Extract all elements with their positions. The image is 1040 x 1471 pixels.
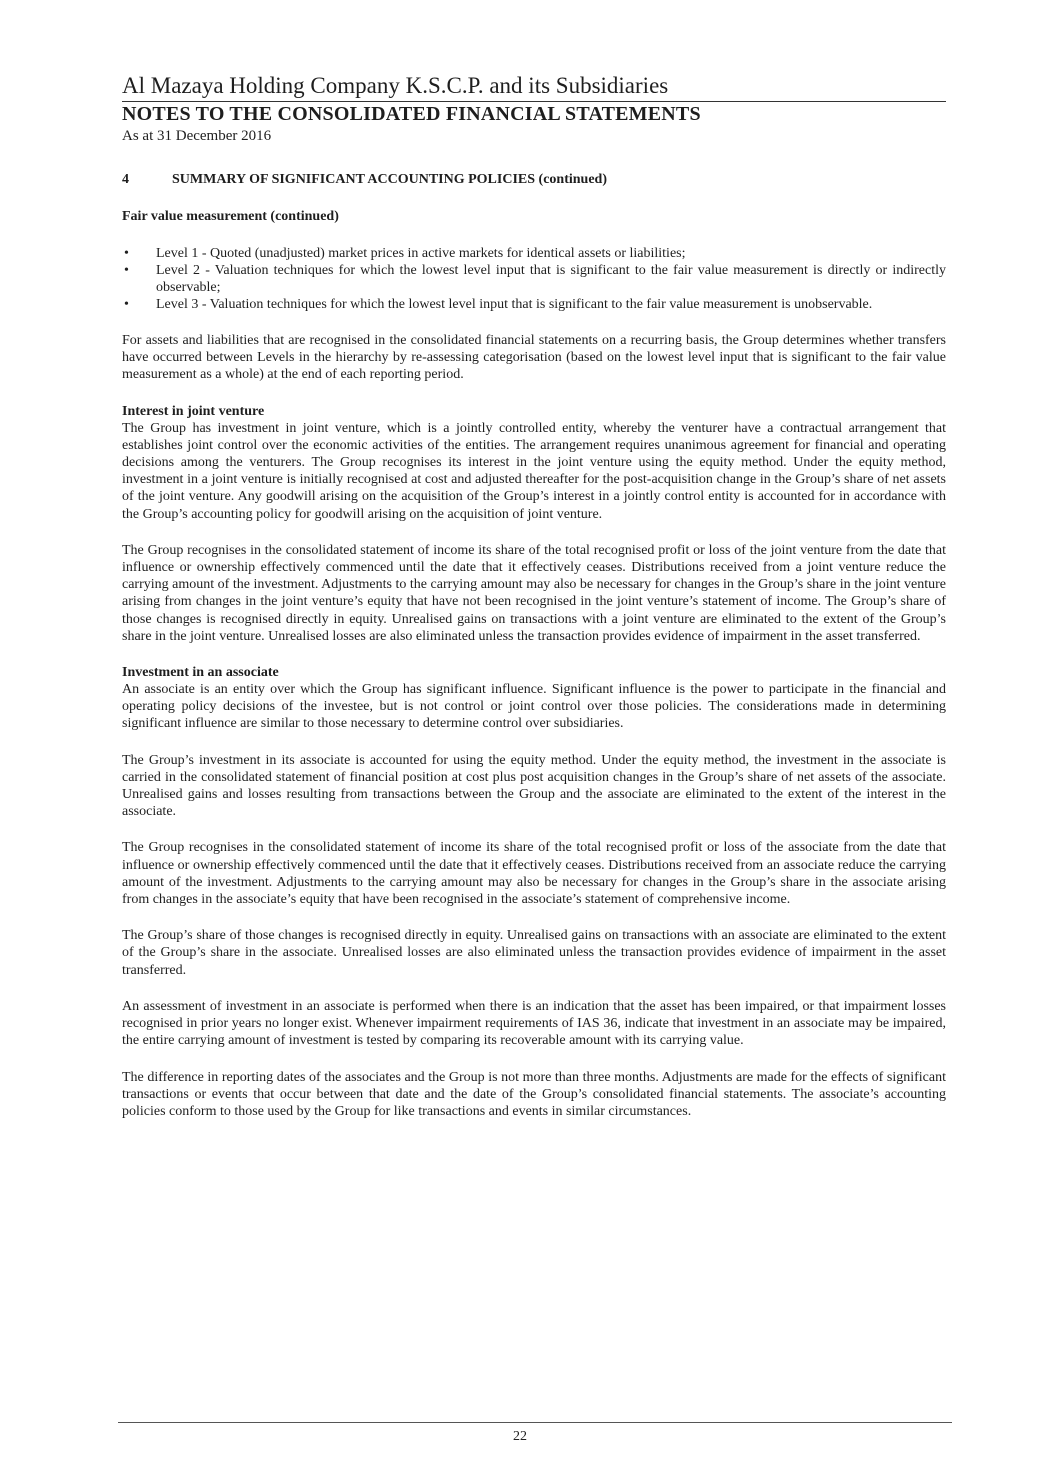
footer-divider [118, 1422, 952, 1423]
associate-paragraph: The Group’s investment in its associate is accounted for using the equity method. Under the equity method, the investment in the associate is carried in the consolidated statement of financial position at cost plus post acquisition changes in the Group’s share of net assets of the associate. Unrealised gains and losses resulting from transactions between the Group and the associate are eliminated to the extent of the interest in the associate. [122, 752, 946, 820]
fair-value-heading: Fair value measurement (continued) [122, 209, 339, 224]
section-heading [122, 172, 946, 188]
associate-paragraph: The Group’s share of those changes is recognised directly in equity. Unrealised gains on transactions with an associate are eliminated to the extent of the Group’s share in the associate. Unrealised losses are also eliminated unless the transaction provides evidence of impairment in the asset transferred. [122, 928, 946, 978]
notes-title: NOTES TO THE CONSOLIDATED FINANCIAL STATEMENTS [122, 103, 701, 125]
associate-paragraph: An associate is an entity over which the Group has significant influence. Significant influence is the power to participate in the financial and operating policy decisions of the investee, but is not control or joint control over those policies. The considerations made in determining significant influence are similar to those necessary to determine control over subsidiaries. [122, 682, 946, 732]
joint-venture-heading: Interest in joint venture [122, 403, 265, 419]
list-item: • Level 2 - Valuation techniques for which the lowest level input that is significant to the fair value measurement is directly or indirectly observable; [124, 263, 946, 295]
list-item: • Level 1 - Quoted (unadjusted) market prices in active markets for identical assets or liabilities; [124, 246, 686, 261]
fair-value-paragraph: For assets and liabilities that are recognised in the consolidated financial statements on a recurring basis, the Group determines whether transfers have occurred between Levels in the hierarchy by re-assessing categorisation (based on the lowest level input that is significant to the fair value measurement as a whole) at the end of each reporting period. [122, 333, 946, 383]
page-number: 22 [513, 1429, 527, 1444]
associate-paragraph: An assessment of investment in an associate is performed when there is an indication that the asset has been impaired, or that impairment losses recognised in prior years no longer exist. Whenever impairment requirements of IAS 36, indicate that investment in an associate may be impaired, the entire carrying amount of investment is tested by comparing its recoverable amount with its carrying value. [122, 998, 946, 1049]
document-page [122, 72, 946, 1120]
company-name: Al Mazaya Holding Company K.S.C.P. and its Subsidiaries [122, 73, 669, 98]
bullet-icon: • [124, 263, 129, 278]
section-number: 4 [122, 172, 129, 187]
fair-value-levels-list [122, 245, 946, 313]
section-title: SUMMARY OF SIGNIFICANT ACCOUNTING POLICIES (continued) [172, 172, 607, 187]
list-item: • Level 3 - Valuation techniques for which the lowest level input that is significant to the fair value measurement is unobservable. [124, 297, 873, 312]
statement-date: As at 31 December 2016 [122, 128, 272, 144]
joint-venture-paragraph: The Group has investment in joint venture, which is a jointly controlled entity, whereby the venturer have a contractual arrangement that establishes joint control over the economic activities of the entities. The arrangement requires unanimous agreement for financial and operating decisions among the venturers. The Group recognises its interest in the joint venture using the equity method. Under the equity method, investment in a joint venture is initially recognised at cost and adjusted thereafter for the post-acquisition change in the Group’s share of net assets of the joint venture. Any goodwill arising on the acquisition of the Group’s interest in a jointly control entity is accounted for in accordance with the Group’s accounting policy for goodwill arising on the acquisition of joint venture. [122, 420, 946, 522]
associate-heading: Investment in an associate [122, 665, 279, 681]
joint-venture-paragraph: The Group recognises in the consolidated statement of income its share of the total recognised profit or loss of the joint venture from the date that influence or ownership effectively commenced until the date that it effectively ceases. Distributions received from a joint venture reduce the carrying amount of the investment. Adjustments to the carrying amount may also be necessary for changes in the Group’s share in the joint venture arising from changes in the joint venture’s equity that have not been recognised in the joint venture’s statement of income. The Group’s share of those changes is recognised directly in equity. Unrealised gains on transactions with a joint venture are eliminated to the extent of the Group’s share in the joint venture. Unrealised losses are also eliminated unless the transaction provides evidence of impairment in the asset transferred. [122, 542, 946, 644]
associate-paragraph: The Group recognises in the consolidated statement of income its share of the total recognised profit or loss of the associate from the date that influence or ownership effectively commenced until the date that it effectively ceases. Distributions received from an associate reduce the carrying amount of the investment. Adjustments to the carrying amount may also be necessary for changes in the Group’s share in the associate arising from changes in the associate’s equity that have been recognised in the associate’s statement of comprehensive income. [122, 840, 946, 908]
associate-paragraph: The difference in reporting dates of the associates and the Group is not more than three months. Adjustments are made for the effects of significant transactions or events that occur between that date and the date of the Group’s consolidated financial statements. The associate’s accounting policies conform to those used by the Group for like transactions and events in similar circumstances. [122, 1069, 946, 1119]
bullet-icon: • [124, 246, 129, 261]
bullet-icon: • [124, 297, 129, 312]
